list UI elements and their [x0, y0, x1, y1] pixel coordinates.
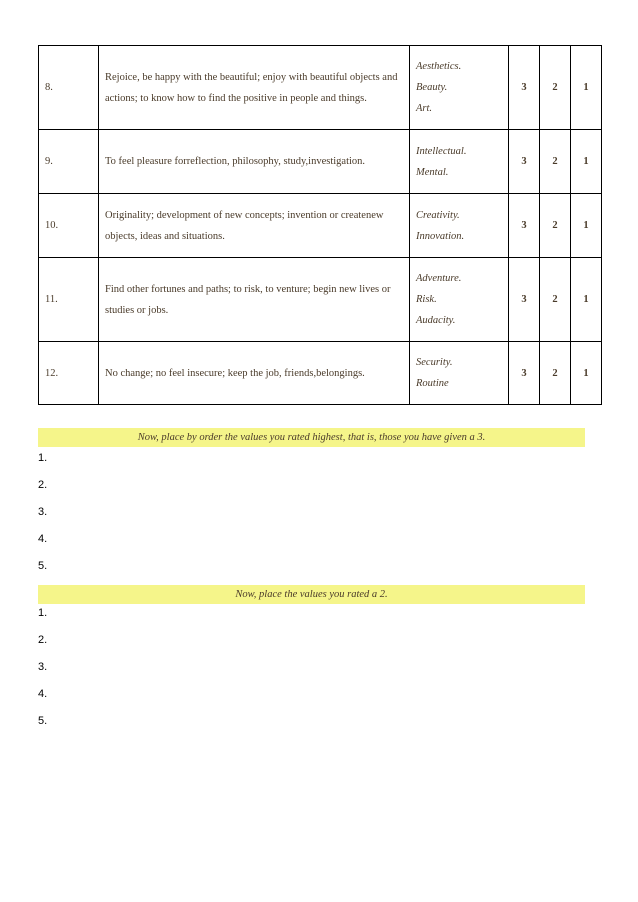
rating-3[interactable]: 3	[509, 258, 540, 342]
row-keywords	[410, 258, 509, 342]
row-number: 12.	[39, 342, 99, 405]
description-line: To feel pleasure forreflection, philosophy, study,investigation.	[105, 156, 366, 167]
table-row	[39, 194, 602, 258]
table-row	[39, 130, 602, 194]
rating-1[interactable]: 1	[571, 342, 602, 405]
row-description	[99, 194, 410, 258]
list-item[interactable]: 5.	[38, 715, 48, 727]
rating-1[interactable]: 1	[571, 46, 602, 130]
list-item[interactable]: 3.	[38, 506, 48, 518]
row-description	[99, 130, 410, 194]
row-keywords	[410, 130, 509, 194]
row-number: 8.	[39, 46, 99, 130]
row-keywords	[410, 194, 509, 258]
rating-2[interactable]: 2	[540, 130, 571, 194]
rating-1[interactable]: 1	[571, 194, 602, 258]
keyword: Beauty.	[416, 82, 448, 93]
rating-3[interactable]: 3	[509, 342, 540, 405]
keyword: Mental.	[416, 166, 449, 178]
list-item[interactable]: 3.	[38, 661, 48, 673]
table-row	[39, 342, 602, 405]
rating-2[interactable]: 2	[540, 46, 571, 130]
rating-1[interactable]: 1	[571, 130, 602, 194]
keyword: Innovation.	[416, 230, 465, 242]
description-line: No change; no feel insecure; keep the job, friends,belongings.	[105, 367, 365, 379]
row-description	[99, 342, 410, 405]
description-line: Find other fortunes and paths; to risk, to venture; begin new lives or	[105, 283, 391, 295]
values-table	[38, 45, 602, 405]
list-item[interactable]: 2.	[38, 479, 48, 491]
rating-2[interactable]: 2	[540, 342, 571, 405]
keyword: Intellectual.	[416, 145, 467, 157]
keyword: Aesthetics.	[416, 61, 462, 72]
table-row	[39, 46, 602, 130]
keyword: Adventure.	[416, 273, 462, 284]
keyword: Security.	[416, 357, 453, 368]
description-line: Originality; development of new concepts; invention or createnew	[105, 209, 384, 221]
keyword: Audacity.	[416, 315, 456, 326]
list-item[interactable]: 4.	[38, 688, 48, 700]
rating-2[interactable]: 2	[540, 258, 571, 342]
row-description	[99, 46, 410, 130]
description-line: actions; to know how to find the positive in people and things.	[105, 92, 367, 104]
row-keywords	[410, 342, 509, 405]
description-line: Rejoice, be happy with the beautiful; enjoy with beautiful objects and	[105, 71, 398, 83]
keyword: Art.	[416, 103, 433, 114]
keyword: Creativity.	[416, 209, 460, 221]
keyword: Routine	[416, 378, 449, 389]
row-number: 10.	[39, 194, 99, 258]
list-item[interactable]: 2.	[38, 634, 48, 646]
list-item[interactable]: 5.	[38, 560, 48, 572]
row-description	[99, 258, 410, 342]
list-item[interactable]: 1.	[38, 607, 48, 619]
keyword: Risk.	[416, 294, 437, 305]
table-row	[39, 258, 602, 342]
list-item[interactable]: 1.	[38, 452, 48, 464]
rating-3[interactable]: 3	[509, 130, 540, 194]
rating-3[interactable]: 3	[509, 46, 540, 130]
row-keywords	[410, 46, 509, 130]
rating-1[interactable]: 1	[571, 258, 602, 342]
rating-3[interactable]: 3	[509, 194, 540, 258]
row-number: 11.	[39, 258, 99, 342]
list-item[interactable]: 4.	[38, 533, 48, 545]
section-heading-rated-2: Now, place the values you rated a 2.	[38, 585, 585, 604]
row-number: 9.	[39, 130, 99, 194]
rating-2[interactable]: 2	[540, 194, 571, 258]
description-line: objects, ideas and situations.	[105, 230, 225, 242]
description-line: studies or jobs.	[105, 304, 169, 316]
section-heading-rated-3: Now, place by order the values you rated highest, that is, those you have given a 3.	[38, 428, 585, 447]
